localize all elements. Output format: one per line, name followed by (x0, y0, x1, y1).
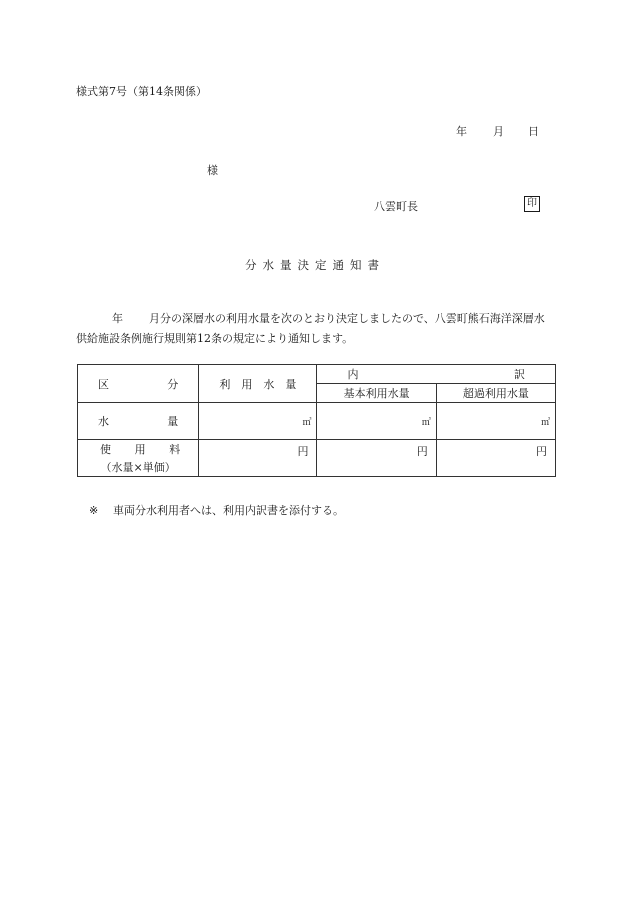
header-excess-usage: 超過利用水量 (436, 384, 555, 403)
cell-excess-volume: ㎥ (436, 403, 555, 440)
form-number: 様式第7号（第14条関係） (76, 85, 207, 98)
cell-excess-fee: 円 (436, 440, 555, 477)
body-paragraph (76, 309, 554, 349)
note-text: 車両分水利用者へは、利用内訳書を添付する。 (113, 504, 344, 517)
cell-basic-fee: 円 (317, 440, 436, 477)
date-line (456, 123, 539, 139)
date-day: 日 (528, 125, 539, 138)
seal-mark: 印 (524, 196, 540, 212)
body-year: 年 (112, 312, 123, 325)
addressee-suffix: 様 (207, 164, 218, 177)
date-month: 月 (493, 125, 504, 138)
issuer-name: 八雲町長 (374, 200, 418, 213)
footnote (89, 502, 344, 518)
table-row-water-volume (78, 403, 556, 440)
header-usage: 利 用 水 量 (199, 365, 317, 403)
table-row-usage-fee (78, 440, 556, 477)
row-label-water-volume: 水 量 (78, 403, 199, 440)
body-text: 月分の深層水の利用水量を次のとおり決定しましたので、八雲町熊石海洋深層水供給施設条例施行規則第12条の規定により通知します。 (76, 312, 545, 345)
table-header-row-1 (78, 365, 556, 384)
note-mark: ※ (89, 504, 99, 517)
fee-formula-note: （水量×単価） (100, 461, 176, 474)
cell-usage-volume: ㎥ (199, 403, 317, 440)
header-breakdown: 内 訳 (317, 365, 556, 384)
header-basic-usage: 基本利用水量 (317, 384, 436, 403)
header-category: 区 分 (78, 365, 199, 403)
row-label-usage-fee: 使 用 料 （水量×単価） (78, 440, 199, 477)
cell-usage-fee: 円 (199, 440, 317, 477)
document-title: 分水量決定通知書 (245, 258, 385, 272)
usage-table (77, 364, 556, 477)
cell-basic-volume: ㎥ (317, 403, 436, 440)
date-year: 年 (456, 125, 467, 138)
